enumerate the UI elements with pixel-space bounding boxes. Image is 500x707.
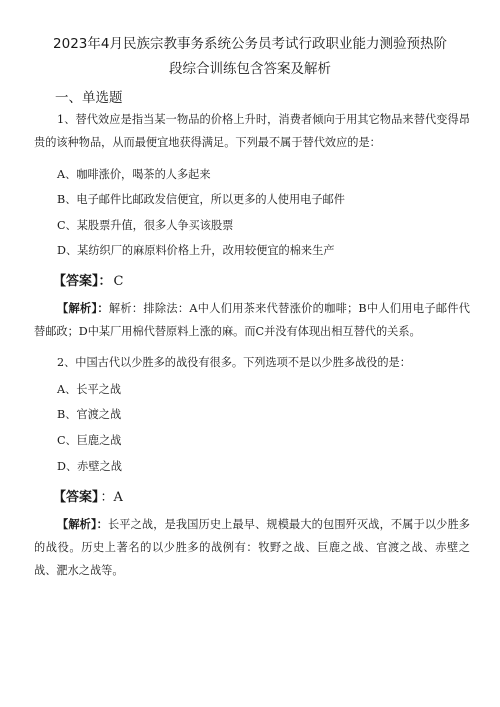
question-2-option-c: C、巨鹿之战 — [57, 434, 122, 447]
analysis-label: 【解析】： — [57, 301, 109, 315]
question-2-stem: 2、中国古代以少胜多的战役有很多。下列选项不是以少胜多战役的是： — [57, 356, 411, 369]
question-1-analysis — [34, 297, 470, 343]
question-2-option-b: B、官渡之战 — [57, 408, 122, 421]
question-1-stem: 1、替代效应是指当某一物品的价格上升时，消费者倾向于用其它物品来替代变得昂贵的该种物品，从而最便宜地获得满足。下列最不属于替代效应的是： — [34, 113, 470, 149]
question-2-answer — [53, 486, 123, 505]
question-1-option-b: B、电子邮件比邮政发信便宜，所以更多的人使用电子邮件 — [57, 193, 345, 206]
answer-value: C — [113, 274, 124, 289]
answer-label: 【答案】 — [53, 490, 99, 505]
section-heading: 一、单选题 — [55, 90, 123, 106]
question-1-answer — [53, 270, 123, 289]
analysis-text: 解析：排除法：A中人们用茶来代替涨价的咖啡；B中人们用电子邮件代替邮政；D中某厂用棉代替原料上涨的麻。而C并没有体现出相互替代的关系。 — [34, 302, 470, 338]
question-2-option-a: A、长平之战 — [57, 383, 122, 396]
document-title-line-1: 2023年4月民族宗教事务系统公务员考试行政职业能力测验预热阶 — [53, 36, 447, 52]
document-title-line-2: 段综合训练包含答案及解析 — [169, 61, 331, 77]
question-1-option-d: D、某纺织厂的麻原料价格上升，改用较便宜的棉来生产 — [57, 244, 335, 257]
question-2-analysis — [34, 513, 470, 582]
answer-label: 【答案】： — [53, 274, 112, 289]
analysis-label: 【解析】： — [57, 517, 108, 531]
answer-value: ：A — [100, 490, 123, 505]
question-1-option-a: A、咖啡涨价，喝茶的人多起来 — [57, 168, 211, 181]
question-1-option-c: C、某股票升值，很多人争买该股票 — [57, 219, 234, 232]
question-2-option-d: D、赤壁之战 — [57, 460, 122, 473]
analysis-text: 长平之战，是我国历史上最早、规模最大的包围歼灭战，不属于以少胜多的战役。历史上著名的以少胜多的战例有：牧野之战、巨鹿之战、官渡之战、赤壁之战、淝水之战等。 — [34, 518, 470, 577]
